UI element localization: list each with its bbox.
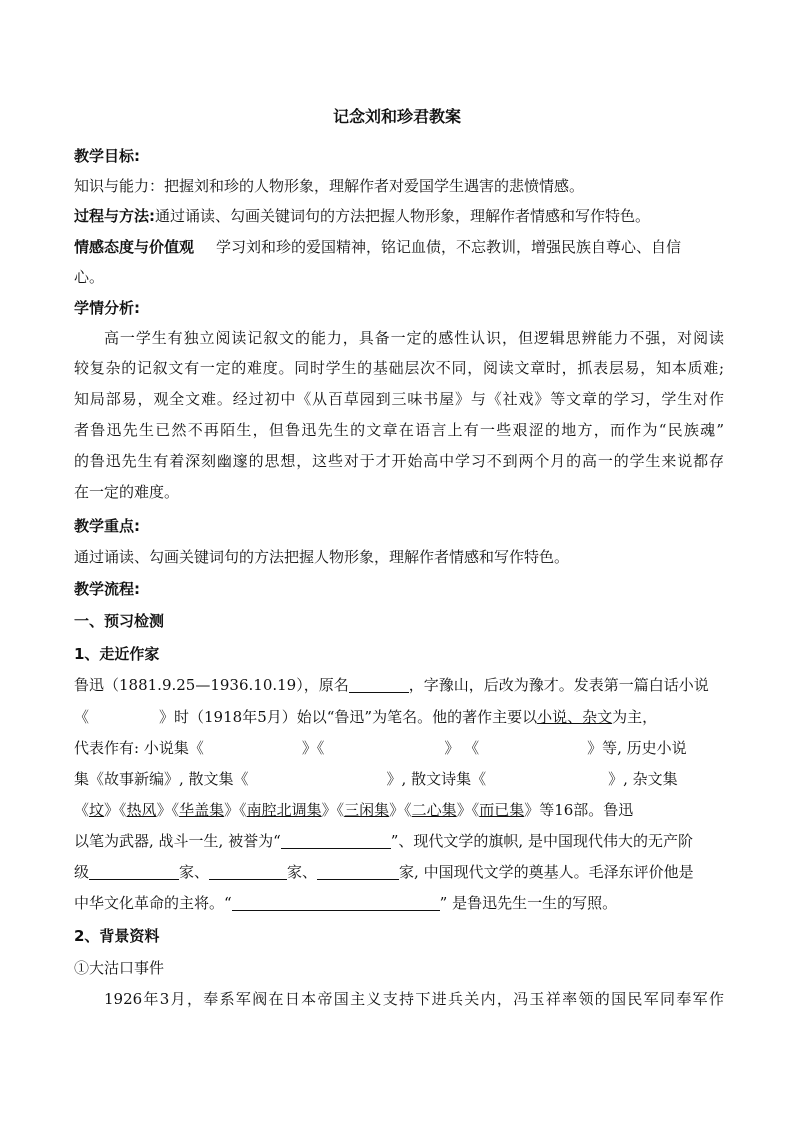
analysis-line: 在一定的难度。 bbox=[74, 483, 180, 501]
text-fragment: 鲁迅（1881.9.25—1936.10.19），原名 bbox=[74, 676, 349, 694]
flow-heading: 教学流程: bbox=[74, 580, 140, 598]
goal-emotion bbox=[74, 235, 724, 259]
goal-knowledge: 知识与能力：把握刘和珍的人物形象，理解作者对爱国学生遇害的悲愤情感。 bbox=[74, 177, 585, 195]
underlined-text: 华盖集 bbox=[179, 801, 225, 819]
focus-heading: 教学重点: bbox=[74, 517, 140, 535]
text-fragment: 级 bbox=[74, 863, 90, 881]
text-fragment: 》《 bbox=[456, 801, 480, 819]
text-fragment: 》等16部。鲁迅 bbox=[524, 801, 634, 819]
text-fragment: ” 是鲁迅先生一生的写照。 bbox=[439, 894, 618, 912]
document-title: 记念刘和珍君教案 bbox=[332, 107, 461, 126]
section-author: 1、走近作家 bbox=[74, 645, 160, 663]
text-fragment: 》等, 历史小说 bbox=[587, 739, 687, 757]
text-fragment: 》时（1918年5月）始以“鲁迅”为笔名。他的著作主要以 bbox=[159, 708, 538, 726]
author-line bbox=[74, 860, 724, 884]
text-fragment: ”、现代文学的旗帜, 是中国现代伟大的无产阶 bbox=[390, 832, 693, 850]
analysis-line: 者鲁迅先生已然不再陌生，但鲁迅先生的文章在语言上有一些艰涩的地方，而作为“民族魂” bbox=[74, 421, 724, 439]
goal-process-text: 通过诵读、勾画关键词句的方法把握人物形象，理解作者情感和写作特色。 bbox=[155, 207, 651, 225]
text-fragment: 》, 杂文集 bbox=[608, 770, 678, 788]
analysis-heading: 学情分析: bbox=[74, 299, 140, 317]
author-line bbox=[74, 736, 724, 760]
analysis-line: 较复杂的记叙文有一定的难度。同时学生的基础层次不同，阅读文章时，抓表层易，知本质难; bbox=[74, 359, 724, 377]
text-fragment: 》《 bbox=[301, 739, 325, 757]
fill-blank[interactable] bbox=[281, 832, 391, 849]
goal-process-label: 过程与方法: bbox=[74, 207, 155, 225]
analysis-line: 的鲁迅先生有着深刻幽邃的思想，这些对于才开始高中学习不到两个月的高一的学生来说都存 bbox=[74, 452, 724, 470]
text-fragment: 家、 bbox=[179, 863, 210, 881]
text-fragment: ，字豫山，后改为豫才。发表第一篇白话小说 bbox=[408, 676, 709, 694]
author-line bbox=[74, 673, 724, 697]
text-fragment: 》《 bbox=[224, 801, 247, 819]
focus-text: 通过诵读、勾画关键词句的方法把握人物形象，理解作者情感和写作特色。 bbox=[74, 548, 570, 566]
underlined-text: 三闲集 bbox=[344, 801, 390, 819]
text-fragment: 》《 bbox=[156, 801, 180, 819]
fill-blank[interactable] bbox=[349, 676, 409, 693]
section-preview-check: 一、预习检测 bbox=[74, 612, 165, 630]
author-line bbox=[74, 767, 724, 791]
text-fragment: 中华文化革命的主将。“ bbox=[74, 894, 232, 912]
text-fragment: 家, 中国现代文学的奠基人。毛泽东评价他是 bbox=[399, 863, 694, 881]
goal-emotion-cont: 心。 bbox=[74, 268, 105, 286]
goal-emotion-label: 情感态度与价值观 bbox=[74, 238, 195, 256]
event-title: ①大沽口事件 bbox=[74, 959, 165, 977]
text-fragment: 集《故事新编》, 散文集《 bbox=[74, 770, 249, 788]
text-fragment: 》 《 bbox=[444, 739, 480, 757]
text-fragment: 代表作有: 小说集《 bbox=[74, 739, 204, 757]
underlined-text: 二心集 bbox=[411, 801, 457, 819]
text-fragment: 家、 bbox=[287, 863, 318, 881]
fill-blank[interactable] bbox=[232, 894, 440, 911]
goal-emotion-text: 学习刘和珍的爱国精神，铭记血债，不忘教训，增强民族自尊心、自信 bbox=[216, 238, 682, 256]
goal-process bbox=[74, 204, 724, 228]
author-line bbox=[74, 705, 724, 729]
underlined-text: 小说、杂文 bbox=[537, 708, 613, 726]
text-fragment: 为主， bbox=[612, 708, 658, 726]
author-line bbox=[74, 829, 724, 853]
underlined-text: 坟 bbox=[89, 801, 105, 819]
analysis-line: 高一学生有独立阅读记叙文的能力，具备一定的感性认识，但逻辑思辨能力不强，对阅读 bbox=[104, 329, 724, 347]
underlined-text: 热风 bbox=[126, 801, 157, 819]
text-fragment: 》《 bbox=[104, 801, 127, 819]
text-fragment: 《 bbox=[74, 801, 90, 819]
text-fragment: 》《 bbox=[389, 801, 412, 819]
fill-blank[interactable] bbox=[89, 863, 179, 880]
section-background: 2、背景资料 bbox=[74, 927, 160, 945]
author-line bbox=[74, 798, 724, 822]
author-line bbox=[74, 891, 724, 915]
text-fragment: 以笔为武器, 战斗一生, 被誉为“ bbox=[74, 832, 281, 850]
fill-blank[interactable] bbox=[209, 863, 287, 880]
goals-heading: 教学目标: bbox=[74, 147, 140, 165]
text-fragment: 》, 散文诗集《 bbox=[386, 770, 487, 788]
text-fragment: 《 bbox=[74, 708, 90, 726]
text-fragment: 》《 bbox=[321, 801, 345, 819]
fill-blank[interactable] bbox=[317, 863, 399, 880]
analysis-line: 知局部易，观全文难。经过初中《从百草园到三味书屋》与《社戏》等文章的学习，学生对作 bbox=[74, 390, 724, 408]
event-text: 1926年3月，奉系军阀在日本帝国主义支持下进兵关内，冯玉祥率领的国民军同奉军作 bbox=[104, 990, 724, 1008]
underlined-text: 而已集 bbox=[479, 801, 525, 819]
underlined-text: 南腔北调集 bbox=[246, 801, 322, 819]
